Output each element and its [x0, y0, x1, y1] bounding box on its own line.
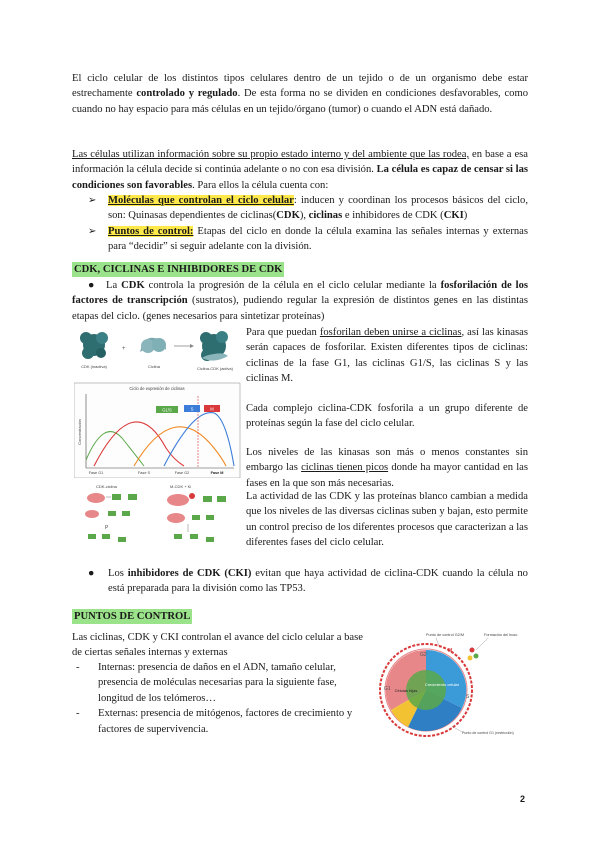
- chart-frame: [74, 383, 240, 478]
- right-paragraph-2: Cada complejo ciclina-CDK fosforila a un grupo diferente de proteínas según la fase del ciclo celular.: [246, 403, 528, 430]
- section-heading-checkpoints: PUNTOS DE CONTROL: [72, 609, 192, 624]
- intro-text-1: El ciclo celular de los distintos tipos celulares dentro de un tejido o de un organismo debe estar estrechamente: [72, 73, 528, 100]
- xlabel-g1: Fase G1: [88, 471, 104, 475]
- label-m: M: [448, 648, 453, 654]
- label-plus: +: [122, 346, 126, 352]
- bullet-cdk-text: [72, 278, 528, 324]
- right-p1-text-1: Para que puedan: [246, 327, 320, 338]
- right-paragraph-4: La actividad de las CDK y las proteínas blanco cambian a medida que los niveles de las diversas ciclinas suben y bajan, esto permite un control preciso de los diferentes procesos que caracterizan a las diferentes fases del ciclo celular.: [246, 491, 528, 549]
- info-underlined: Las células utilizan información sobre su propio estado interno y del ambiente que las rodea,: [72, 149, 470, 160]
- label-pi: P: [105, 525, 109, 531]
- checkpoint-item-internal: [76, 660, 366, 706]
- arrow-icon: ➢: [88, 225, 97, 237]
- tag-m: M: [210, 406, 214, 412]
- tag-s: S: [190, 406, 194, 412]
- intro-text-2: . De esta forma no se dividen en condiciones desfavorables, como cuando no hay espacio para más células en un tejido/órgano (tumor) o cuando el ADN está dañado.: [72, 88, 528, 115]
- molecules-highlight: Moléculas que controlan el ciclo celular: [108, 195, 294, 206]
- intro-paragraph: [72, 71, 528, 117]
- label-complex: Ciclina-CDK (activa): [196, 366, 234, 371]
- checkpoints-highlight: Puntos de control:: [108, 225, 194, 237]
- left-diagram: [85, 493, 137, 542]
- info-text-1: en base a esa información la célula decide si continúa adelante o no con esa división.: [72, 149, 528, 176]
- xlabel-m: Fase M: [210, 471, 224, 475]
- section-heading-cdk: CDK, CICLINAS E INHIBIDORES DE CDK: [72, 262, 284, 277]
- label-g1: G1: [384, 686, 391, 692]
- molecules-cdk: CDK: [276, 210, 300, 222]
- checkpoint-item-text: Externas: presencia de mitógenos, factores de crecimiento y factores de supervivencia.: [98, 708, 353, 735]
- info-paragraph: [72, 147, 528, 193]
- cdk-bold-1: CDK: [121, 280, 145, 291]
- label-bottom: Punto de control G1 (restricción): [462, 731, 514, 735]
- label-top1: Punto de control G2/M: [426, 633, 464, 637]
- label-left: CDK-ciclina: [96, 484, 117, 489]
- label-top2: Formación del huso: [484, 633, 518, 637]
- right-p3-text-2: donde ha mayor cantidad en las fases en la que son más necesarias.: [246, 462, 528, 489]
- molecules-text-4: ): [463, 210, 468, 222]
- label-inner-left: Células hijas: [394, 688, 418, 693]
- right-paragraph-3: [246, 445, 528, 491]
- xlabel-g2: Fase G2: [174, 471, 190, 475]
- xlabel-s: Fase S: [137, 471, 151, 475]
- complex-shape: [200, 331, 228, 361]
- cdk-text-1: La: [106, 280, 122, 291]
- cdk-shape: [80, 332, 108, 359]
- cdk-text-3: (sustratos), pudiendo regular la expresión de distintos genes en las distintas etapas del ciclo. (genes necesarios para sintetizar proteínas): [72, 295, 528, 322]
- label-right: M-CDK + Ki: [170, 484, 192, 489]
- info-bold: La célula es capaz de censar si las condiciones son favorables: [72, 164, 529, 191]
- right-p1-underlined: fosforilan deben unirse a ciclinas: [319, 327, 462, 338]
- chart-title: Ciclo de expresión de ciclinas: [129, 386, 185, 391]
- dash-marker: -: [76, 708, 80, 720]
- intro-bold: controlado y regulado: [136, 88, 238, 100]
- checkpoints-list: [76, 660, 366, 737]
- chart-ylabel: Concentración: [77, 419, 82, 445]
- molecules-text-3: e inhibidores de CDK (: [342, 210, 444, 222]
- checkpoint-item-text: Internas: presencia de daños en el ADN, tamaño celular, presencia de moléculas necesarias para la siguiente fase, longitud de los telómeros…: [98, 662, 337, 704]
- arrow-item-text: [108, 224, 528, 255]
- checkpoint-item-external: [76, 706, 366, 737]
- right-diagram: [167, 493, 226, 542]
- arrow-icon: ➢: [88, 195, 97, 206]
- checkpoints-intro: Las ciclinas, CDK y CKI controlan el avance del ciclo celular a base de ciertas señales internas y externas: [72, 632, 363, 659]
- right-p3-text-1: Los niveles de las kinasas son más o menos constantes sin embargo las: [246, 447, 528, 474]
- cell-cycle-diagram: [366, 630, 522, 740]
- right-p3-underlined: ciclinas tienen picos: [301, 462, 389, 474]
- arrow-item-text: [108, 193, 528, 224]
- ciclina-shape: [140, 338, 166, 353]
- arrow-list: [88, 193, 528, 255]
- info-text-2: . Para ellos la célula cuenta con:: [192, 179, 329, 191]
- cyclin-cdk-figure: [74, 328, 242, 478]
- label-ciclina: Ciclina: [147, 364, 161, 369]
- label-cdk: CDK (inactiva): [81, 364, 107, 369]
- molecules-cki: CKI: [443, 210, 464, 222]
- dash-marker: -: [76, 662, 80, 673]
- label-s: S: [466, 694, 470, 700]
- bullet-cki-text: [108, 566, 528, 597]
- arrow-item-checkpoints: [88, 224, 528, 255]
- cdk-text-2: controla la progresión de la célula en el ciclo celular mediante la: [144, 280, 441, 291]
- cki-text-2: evitan que haya actividad de ciclina-CDK cuando la célula no está preparada para la división como las TP53.: [108, 568, 528, 595]
- molecules-text-2: ),: [299, 210, 309, 222]
- cdk-bold-2: fosforilación de los factores de transcripción: [72, 280, 529, 307]
- bullet-dot: ●: [88, 568, 95, 579]
- phosphorylation-figure: [78, 482, 240, 552]
- molecules-text-1: : inducen y coordinan los procesos básicos del ciclo, son: Quinasas dependientes de ciclinas(: [108, 195, 528, 222]
- right-paragraph-1: [246, 325, 528, 387]
- cki-text-1: Los: [108, 568, 128, 579]
- right-p1-text-2: , así las kinasas serán capaces de fosforilar. Existen diferentes tipos de ciclinas: ciclinas de la fase G1, las ciclinas G1/S, las ciclinas S y las ciclinas M.: [246, 327, 528, 385]
- label-g2: G2: [420, 652, 427, 658]
- tag-g1s: G1/S: [162, 407, 172, 413]
- page-number: 2: [520, 794, 526, 804]
- bullet-dot: ●: [88, 280, 95, 291]
- label-inner-right: Crecimiento celular: [424, 682, 460, 687]
- molecules-ciclinas: ciclinas: [308, 210, 343, 222]
- arrow-item-molecules: [88, 193, 528, 224]
- checkpoints-text: Etapas del ciclo en donde la célula examina las señales internas y externas para “decidir” si seguir adelante con la división.: [108, 225, 528, 253]
- cki-bold: inhibidores de CDK (CKI): [127, 568, 252, 579]
